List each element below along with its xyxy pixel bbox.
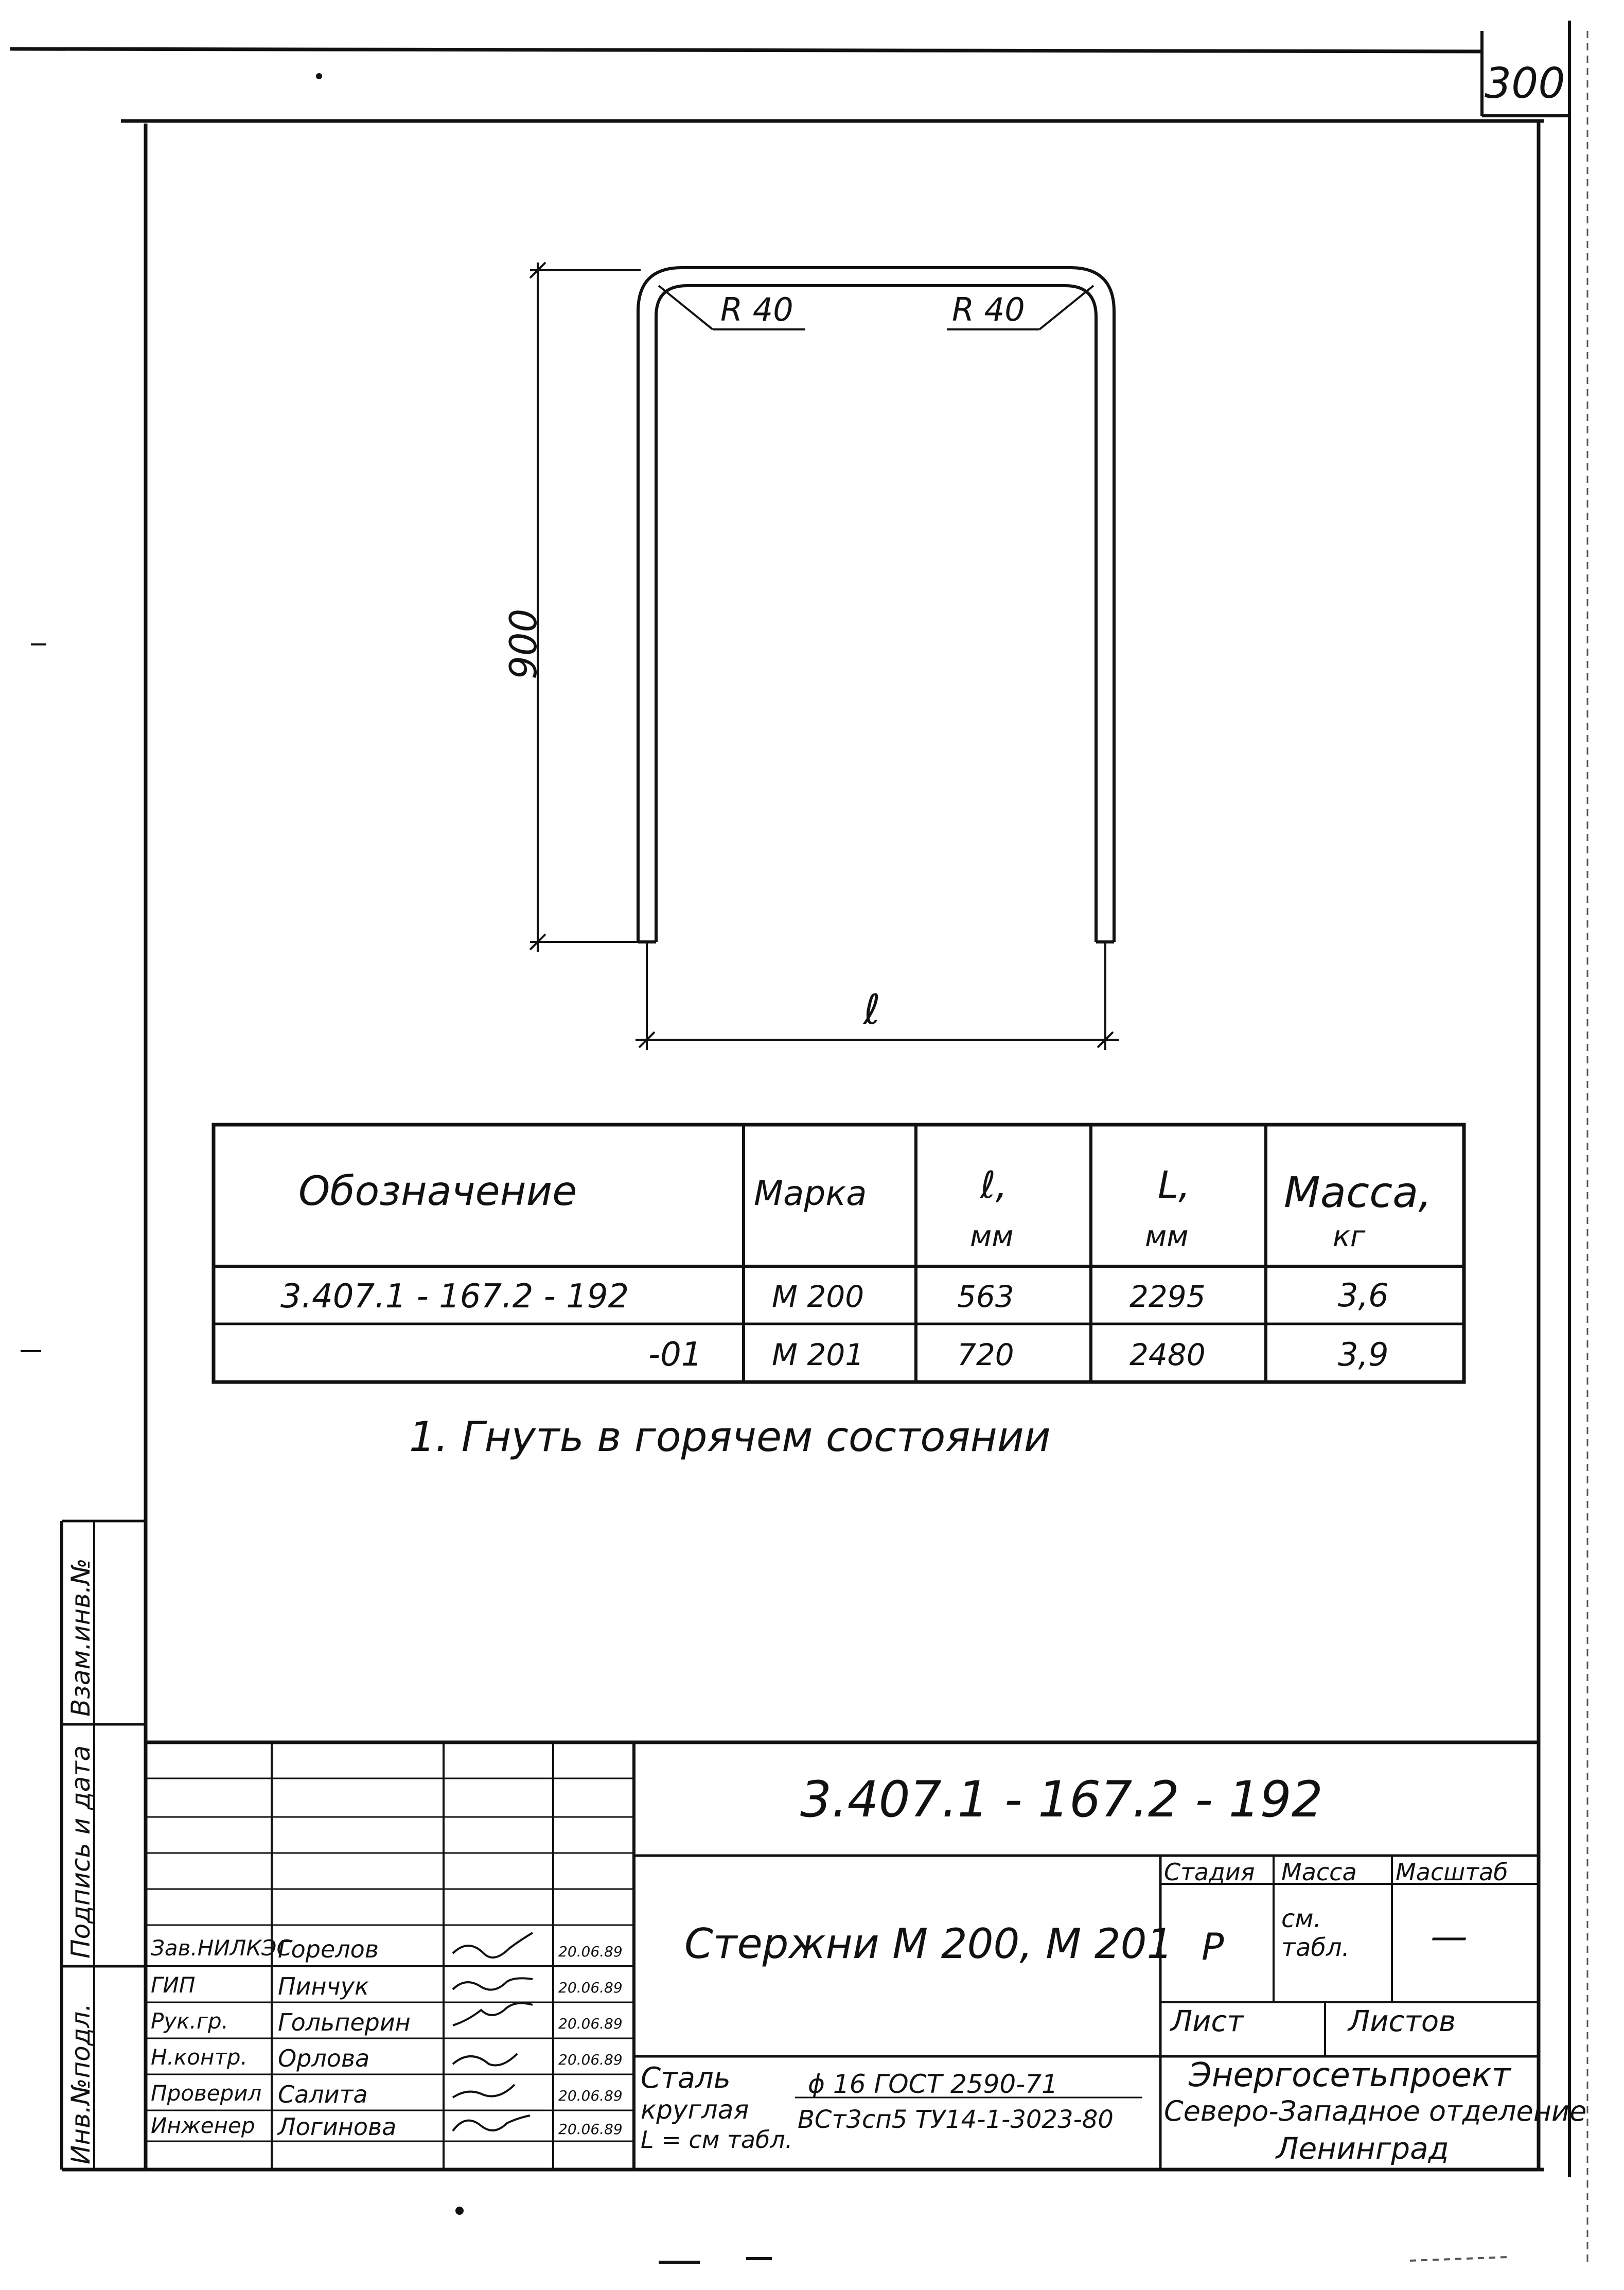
sheets-label: Листов [1348,2005,1456,2038]
person-name: Салита [278,2081,368,2108]
mass-value: см. табл. [1281,1904,1350,1962]
row-l: 720 [957,1337,1014,1372]
row-mass: 3,6 [1338,1277,1389,1314]
header-mass-unit: кг [1333,1220,1366,1253]
header-l-symbol: ℓ, [980,1163,1008,1207]
row-designation: -01 [648,1336,702,1374]
role: Проверил [151,2081,262,2106]
material-spec-grade: ВСт3сп5 ТУ14-1-3023-80 [798,2105,1114,2134]
person-name: Логинова [278,2113,397,2141]
person-name: Пинчук [278,1972,369,2000]
date: 20.06.89 [558,2121,623,2138]
material-label: Сталь [641,2061,731,2095]
document-title: Стержни М 200, М 201 [684,1920,1173,1968]
role: Рук.гр. [151,2008,228,2034]
side-label-vzam-inv: Взам.инв.№ [66,1558,96,1717]
header-bigL-symbol: L, [1158,1163,1190,1207]
width-dimension-label: ℓ [863,986,881,1034]
height-dimension-label: 900 [502,608,545,679]
document-code: 3.407.1 - 167.2 - 192 [800,1771,1323,1828]
role: Зав.НИЛКЭС [151,1935,292,1961]
sheet-label: Лист [1171,2005,1244,2038]
scale-header: Масштаб [1396,1858,1508,1886]
material-label-3: L = см табл. [641,2126,793,2154]
date: 20.06.89 [558,2015,623,2032]
header-mass: Масса, [1284,1168,1432,1217]
row-bigL: 2295 [1129,1279,1206,1314]
scale-value: — [1431,1915,1468,1958]
organization-name: Энергосетьпроект [1189,2056,1511,2094]
row-mass: 3,9 [1338,1336,1389,1373]
header-designation: Обозначение [298,1168,577,1215]
radius-label-right: R 40 [952,291,1025,328]
date: 20.06.89 [558,1943,623,1960]
row-mark: М 201 [772,1337,864,1372]
header-mark: Марка [754,1174,867,1213]
person-name: Горелов [278,1935,379,1963]
date: 20.06.89 [558,2087,623,2104]
sheet-number: 300 [1485,59,1565,108]
row-bigL: 2480 [1129,1337,1206,1372]
header-l-unit: мм [970,1220,1014,1253]
header-bigL-unit: мм [1145,1220,1189,1253]
person-name: Гольперин [278,2008,411,2036]
side-label-podpis-data: Подпись и дата [66,1745,96,1959]
material-spec-diameter: ϕ 16 ГОСТ 2590-71 [808,2069,1058,2099]
role: Инженер [151,2113,255,2138]
organization-division: Северо-Западное отделение [1164,2095,1587,2127]
role: ГИП [151,1972,196,1998]
stage-header: Стадия [1164,1858,1255,1886]
date: 20.06.89 [558,1979,623,1996]
person-name: Орлова [278,2044,370,2072]
date: 20.06.89 [558,2051,623,2068]
stage-value: Р [1202,1925,1224,1968]
row-mark: М 200 [772,1279,864,1314]
radius-label-left: R 40 [720,291,793,328]
row-designation: 3.407.1 - 167.2 - 192 [280,1278,629,1316]
role: Н.контр. [151,2044,248,2070]
row-l: 563 [957,1279,1014,1314]
technical-note: 1. Гнуть в горячем состоянии [409,1413,1051,1461]
mass-header: Масса [1281,1858,1357,1886]
material-label-2: круглая [641,2095,749,2125]
organization-city: Ленинград [1276,2131,1449,2166]
side-label-inv-podl: Инв.№подл. [66,2003,96,2164]
